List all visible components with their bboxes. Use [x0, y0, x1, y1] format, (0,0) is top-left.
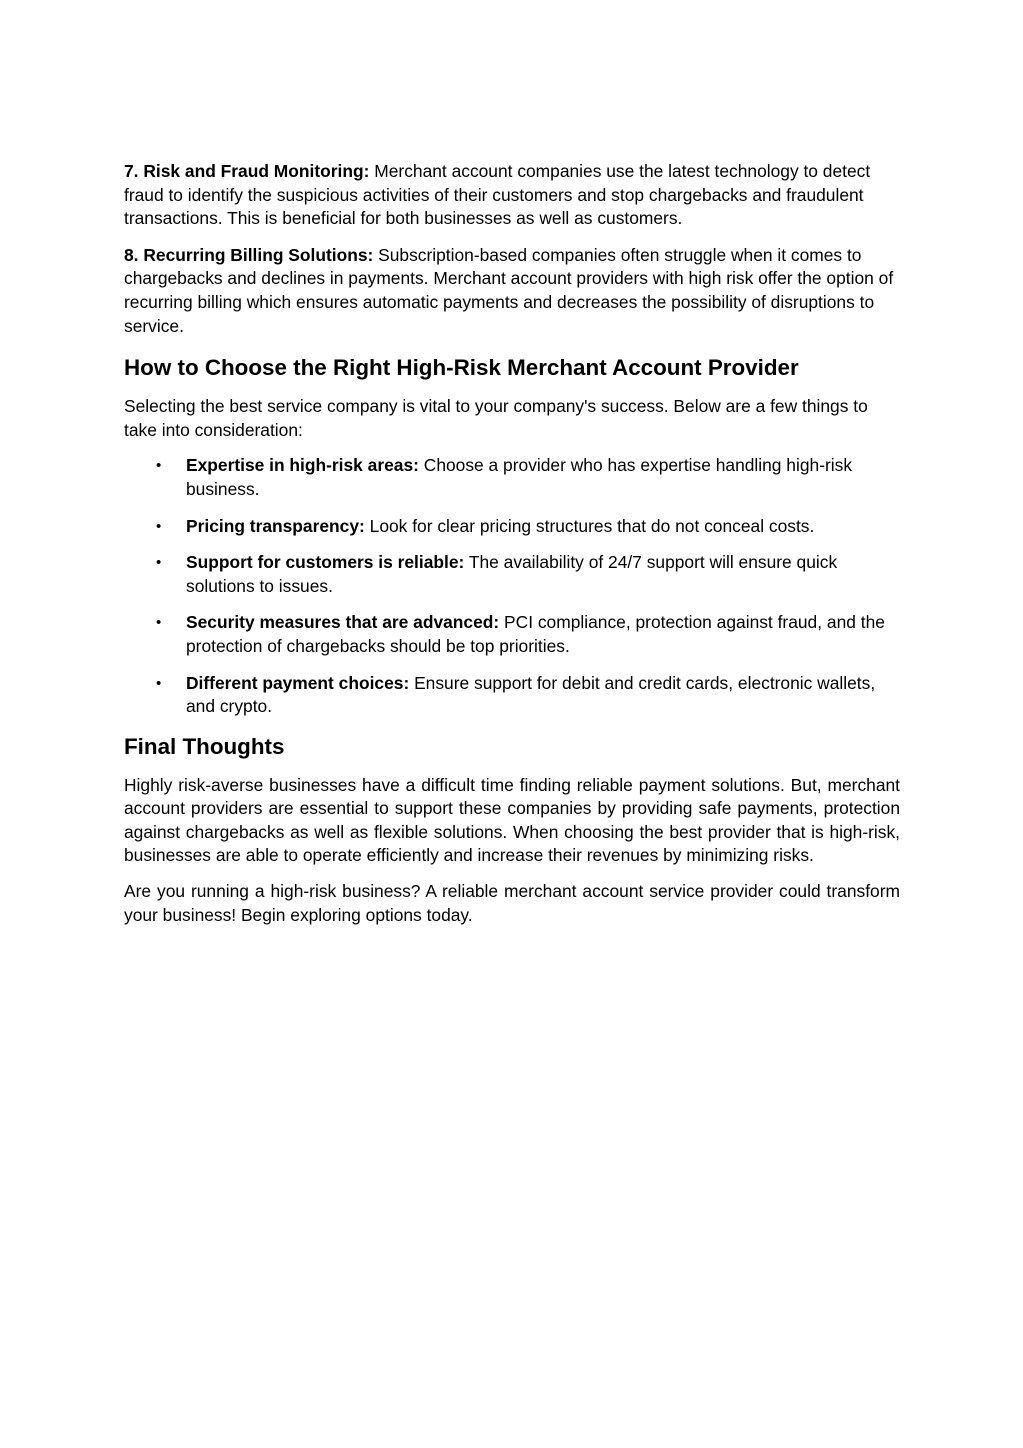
- list-item: [124, 611, 900, 658]
- list-item-text: Look for clear pricing structures that do not conceal costs.: [369, 515, 815, 536]
- choose-provider-heading: How to Choose the Right High-Risk Merchant Account Provider: [124, 355, 799, 381]
- final-paragraph-1: Highly risk-averse businesses have a difficult time finding reliable payment solutions. But, merchant account providers are essential to support these companies by providing safe payments, protection against chargebacks as well as flexible solutions. When choosing the best provider that is high-risk, businesses are able to operate efficiently and increase their revenues by minimizing risks.: [124, 774, 900, 866]
- list-item-label: Security measures that are advanced:: [186, 612, 500, 633]
- recurring-billing-label: 8. Recurring Billing Solutions:: [124, 244, 374, 265]
- choose-provider-intro: Selecting the best service company is vital to your company's success. Below are a few things to take into consideration:: [124, 396, 868, 440]
- risk-fraud-text: Merchant account companies use the latest technology to detect fraud to identify the suspicious activities of their customers and stop chargebacks and fraudulent transactions. This is beneficial for both businesses as well as customers.: [124, 161, 871, 229]
- bullet-icon: •: [156, 674, 162, 692]
- list-item-label: Support for customers is reliable:: [186, 552, 465, 573]
- bullet-icon: •: [156, 554, 162, 572]
- bullet-icon: •: [156, 517, 162, 535]
- consideration-list: [124, 454, 900, 718]
- list-item-text: The availability of 24/7 support will ensure quick solutions to issues.: [186, 552, 838, 596]
- risk-fraud-paragraph: [124, 160, 900, 231]
- list-item: [124, 672, 900, 719]
- list-item-text: PCI compliance, protection against fraud, and the protection of chargebacks should be top priorities.: [186, 612, 885, 656]
- list-item-label: Different payment choices:: [186, 672, 410, 693]
- risk-fraud-label: 7. Risk and Fraud Monitoring:: [124, 161, 370, 181]
- final-thoughts-heading: Final Thoughts: [124, 733, 285, 759]
- bullet-icon: •: [156, 614, 162, 632]
- document-page: [124, 160, 900, 927]
- list-item-text: Ensure support for debit and credit cards, electronic wallets, and crypto.: [186, 672, 876, 717]
- list-item: [124, 515, 900, 539]
- list-item-text: Choose a provider who has expertise handling high-risk business.: [186, 455, 853, 499]
- list-item: [124, 454, 900, 501]
- final-paragraph-2: Are you running a high-risk business? A reliable merchant account service provider could transform your business! Begin exploring options today.: [124, 881, 900, 925]
- recurring-billing-paragraph: [124, 244, 900, 338]
- list-item: [124, 551, 900, 598]
- recurring-billing-text: Subscription-based companies often struggle when it comes to chargebacks and declines in payments. Merchant account providers with high risk offer the option of recurring billing which ensures automatic payments and decreases the possibility of disruptions to service.: [124, 244, 894, 336]
- list-item-label: Pricing transparency:: [186, 515, 365, 536]
- bullet-icon: •: [156, 457, 162, 475]
- list-item-label: Expertise in high-risk areas:: [186, 455, 419, 476]
